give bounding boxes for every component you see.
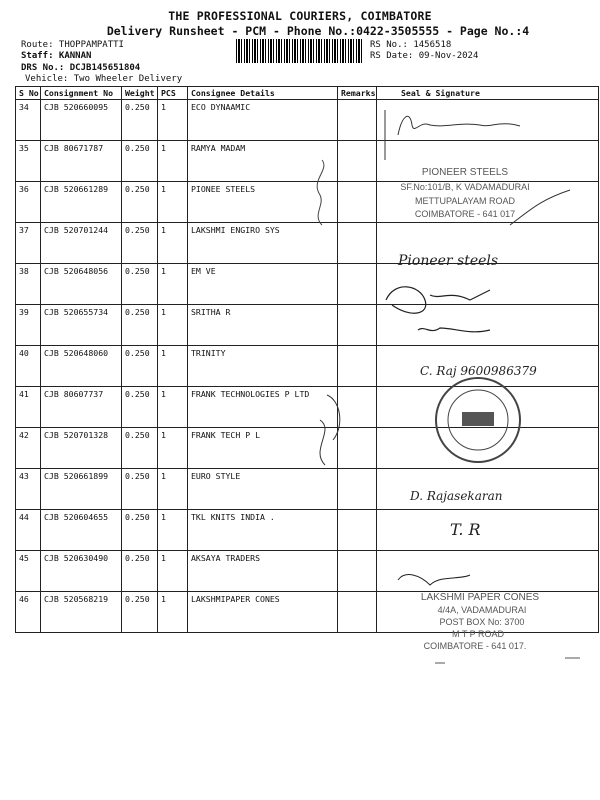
cell-remarks bbox=[338, 182, 377, 223]
cell-pcs: 1 bbox=[158, 551, 188, 592]
cell-remarks bbox=[338, 100, 377, 141]
cell-consignment: CJB 520568219 bbox=[41, 592, 122, 633]
col-header-consignee: Consignee Details bbox=[188, 87, 338, 100]
cell-remarks bbox=[338, 510, 377, 551]
cell-consignment: CJB 80671787 bbox=[41, 141, 122, 182]
cell-pcs: 1 bbox=[158, 387, 188, 428]
cell-remarks bbox=[338, 387, 377, 428]
company-title: THE PROFESSIONAL COURIERS, COIMBATORE bbox=[168, 9, 432, 23]
stamp-line: M T P ROAD bbox=[451, 629, 505, 639]
stamp-line: SF.No:101/B, K VADAMADURAI bbox=[400, 182, 530, 192]
cell-signature[interactable] bbox=[377, 141, 599, 182]
stamp-line: PIONEER STEELS bbox=[421, 167, 509, 178]
handwritten-line: Pioneer steels bbox=[398, 253, 499, 269]
col-header-remarks: Remarks bbox=[338, 87, 377, 100]
table-row bbox=[16, 592, 599, 633]
col-header-pcs: PCS bbox=[158, 87, 188, 100]
cell-sno: 38 bbox=[16, 264, 41, 305]
cell-pcs: 1 bbox=[158, 305, 188, 346]
cell-remarks bbox=[338, 551, 377, 592]
col-header-weight: Weight bbox=[122, 87, 158, 100]
cell-remarks bbox=[338, 141, 377, 182]
rs-number: RS No.: 1456518 bbox=[370, 40, 452, 50]
cell-signature[interactable] bbox=[377, 469, 599, 510]
cell-consignee: TRINITY bbox=[188, 346, 338, 387]
table-row bbox=[16, 551, 599, 592]
cell-signature[interactable] bbox=[377, 428, 599, 469]
cell-sno: 39 bbox=[16, 305, 41, 346]
table-row bbox=[16, 100, 599, 141]
cell-sno: 45 bbox=[16, 551, 41, 592]
stamp-line: 4/4A, VADAMADURAI bbox=[437, 605, 527, 615]
runsheet-table bbox=[15, 86, 599, 633]
cell-signature[interactable] bbox=[377, 387, 599, 428]
cell-consignee: AKSAYA TRADERS bbox=[188, 551, 338, 592]
cell-sno: 34 bbox=[16, 100, 41, 141]
cell-remarks bbox=[338, 264, 377, 305]
cell-signature[interactable] bbox=[377, 305, 599, 346]
cell-sno: 42 bbox=[16, 428, 41, 469]
cell-pcs: 1 bbox=[158, 141, 188, 182]
cell-weight: 0.250 bbox=[122, 387, 158, 428]
cell-consignee: EM VE bbox=[188, 264, 338, 305]
cell-sno: 46 bbox=[16, 592, 41, 633]
cell-weight: 0.250 bbox=[122, 428, 158, 469]
cell-consignee: SRITHA R bbox=[188, 305, 338, 346]
table-row bbox=[16, 387, 599, 428]
table-header-row bbox=[16, 87, 599, 100]
col-header-sno: S No bbox=[16, 87, 41, 100]
cell-sno: 35 bbox=[16, 141, 41, 182]
cell-weight: 0.250 bbox=[122, 305, 158, 346]
cell-pcs: 1 bbox=[158, 223, 188, 264]
cell-weight: 0.250 bbox=[122, 182, 158, 223]
table-row bbox=[16, 264, 599, 305]
cell-sno: 41 bbox=[16, 387, 41, 428]
cell-consignee: PIONEE STEELS bbox=[188, 182, 338, 223]
cell-consignee: TKL KNITS INDIA . bbox=[188, 510, 338, 551]
cell-consignment: CJB 520655734 bbox=[41, 305, 122, 346]
cell-signature[interactable] bbox=[377, 510, 599, 551]
col-header-signature: Seal & Signature bbox=[377, 87, 599, 100]
cell-pcs: 1 bbox=[158, 428, 188, 469]
cell-signature[interactable] bbox=[377, 182, 599, 223]
stamp-line: COIMBATORE - 641 017 bbox=[414, 209, 516, 219]
cell-consignee: FRANK TECHNOLOGIES P LTD bbox=[188, 387, 338, 428]
cell-sno: 40 bbox=[16, 346, 41, 387]
cell-consignment: CJB 80607737 bbox=[41, 387, 122, 428]
cell-sno: 36 bbox=[16, 182, 41, 223]
cell-pcs: 1 bbox=[158, 182, 188, 223]
cell-consignment: CJB 520648056 bbox=[41, 264, 122, 305]
cell-consignment: CJB 520648060 bbox=[41, 346, 122, 387]
cell-consignment: CJB 520604655 bbox=[41, 510, 122, 551]
staff-label: Staff: KANNAN bbox=[21, 51, 92, 61]
cell-weight: 0.250 bbox=[122, 346, 158, 387]
rs-date: RS Date: 09-Nov-2024 bbox=[370, 51, 479, 61]
cell-signature[interactable] bbox=[377, 551, 599, 592]
cell-pcs: 1 bbox=[158, 469, 188, 510]
table-row bbox=[16, 182, 599, 223]
table-row bbox=[16, 510, 599, 551]
cell-consignment: CJB 520661289 bbox=[41, 182, 122, 223]
table-row bbox=[16, 469, 599, 510]
cell-sno: 43 bbox=[16, 469, 41, 510]
cell-consignee: RAMYA MADAM bbox=[188, 141, 338, 182]
cell-sno: 44 bbox=[16, 510, 41, 551]
cell-signature[interactable] bbox=[377, 346, 599, 387]
stamp-line: LAKSHMI PAPER CONES bbox=[420, 592, 540, 603]
handwritten-line: D. Rajasekaran bbox=[410, 489, 503, 503]
cell-pcs: 1 bbox=[158, 346, 188, 387]
cell-remarks bbox=[338, 592, 377, 633]
cell-signature[interactable] bbox=[377, 592, 599, 633]
cell-weight: 0.250 bbox=[122, 510, 158, 551]
cell-consignee: EURO STYLE bbox=[188, 469, 338, 510]
cell-consignment: CJB 520701328 bbox=[41, 428, 122, 469]
stamp-line: COIMBATORE - 641 017. bbox=[423, 641, 527, 651]
cell-weight: 0.250 bbox=[122, 100, 158, 141]
barcode-image bbox=[236, 39, 362, 63]
cell-remarks bbox=[338, 469, 377, 510]
cell-remarks bbox=[338, 428, 377, 469]
cell-sno: 37 bbox=[16, 223, 41, 264]
cell-weight: 0.250 bbox=[122, 264, 158, 305]
handwritten-line: C. Raj 9600986379 bbox=[420, 364, 537, 378]
table-row bbox=[16, 346, 599, 387]
cell-weight: 0.250 bbox=[122, 469, 158, 510]
cell-weight: 0.250 bbox=[122, 141, 158, 182]
cell-weight: 0.250 bbox=[122, 551, 158, 592]
handwritten-line: T. R bbox=[450, 520, 481, 539]
cell-consignee: FRANK TECH P L bbox=[188, 428, 338, 469]
cell-weight: 0.250 bbox=[122, 223, 158, 264]
cell-signature[interactable] bbox=[377, 223, 599, 264]
cell-consignee: LAKSHMI ENGIRO SYS bbox=[188, 223, 338, 264]
table-row bbox=[16, 428, 599, 469]
cell-signature[interactable] bbox=[377, 100, 599, 141]
cell-pcs: 1 bbox=[158, 592, 188, 633]
cell-consignment: CJB 520661899 bbox=[41, 469, 122, 510]
cell-remarks bbox=[338, 223, 377, 264]
cell-signature[interactable] bbox=[377, 264, 599, 305]
cell-pcs: 1 bbox=[158, 510, 188, 551]
cell-consignee: LAKSHMIPAPER CONES bbox=[188, 592, 338, 633]
vehicle-label: Vehicle: Two Wheeler Delivery bbox=[25, 74, 183, 84]
col-header-consignment: Consignment No bbox=[41, 87, 122, 100]
cell-weight: 0.250 bbox=[122, 592, 158, 633]
cell-remarks bbox=[338, 305, 377, 346]
drs-number: DRS No.: DCJB145651804 bbox=[21, 63, 141, 73]
cell-consignment: CJB 520701244 bbox=[41, 223, 122, 264]
table-row bbox=[16, 305, 599, 346]
table-row bbox=[16, 141, 599, 182]
stray-marks bbox=[435, 658, 580, 663]
cell-pcs: 1 bbox=[158, 264, 188, 305]
stamp-line: METTUPALAYAM ROAD bbox=[414, 196, 516, 206]
cell-pcs: 1 bbox=[158, 100, 188, 141]
table-row bbox=[16, 223, 599, 264]
runsheet-subtitle: Delivery Runsheet - PCM - Phone No.:0422-3505555 - Page No.:4 bbox=[106, 24, 530, 38]
route-label: Route: THOPPAMPATTI bbox=[21, 40, 124, 50]
cell-remarks bbox=[338, 346, 377, 387]
cell-consignment: CJB 520630490 bbox=[41, 551, 122, 592]
cell-consignee: ECO DYNAAMIC bbox=[188, 100, 338, 141]
cell-consignment: CJB 520660095 bbox=[41, 100, 122, 141]
stamp-line: POST BOX No: 3700 bbox=[439, 617, 525, 627]
